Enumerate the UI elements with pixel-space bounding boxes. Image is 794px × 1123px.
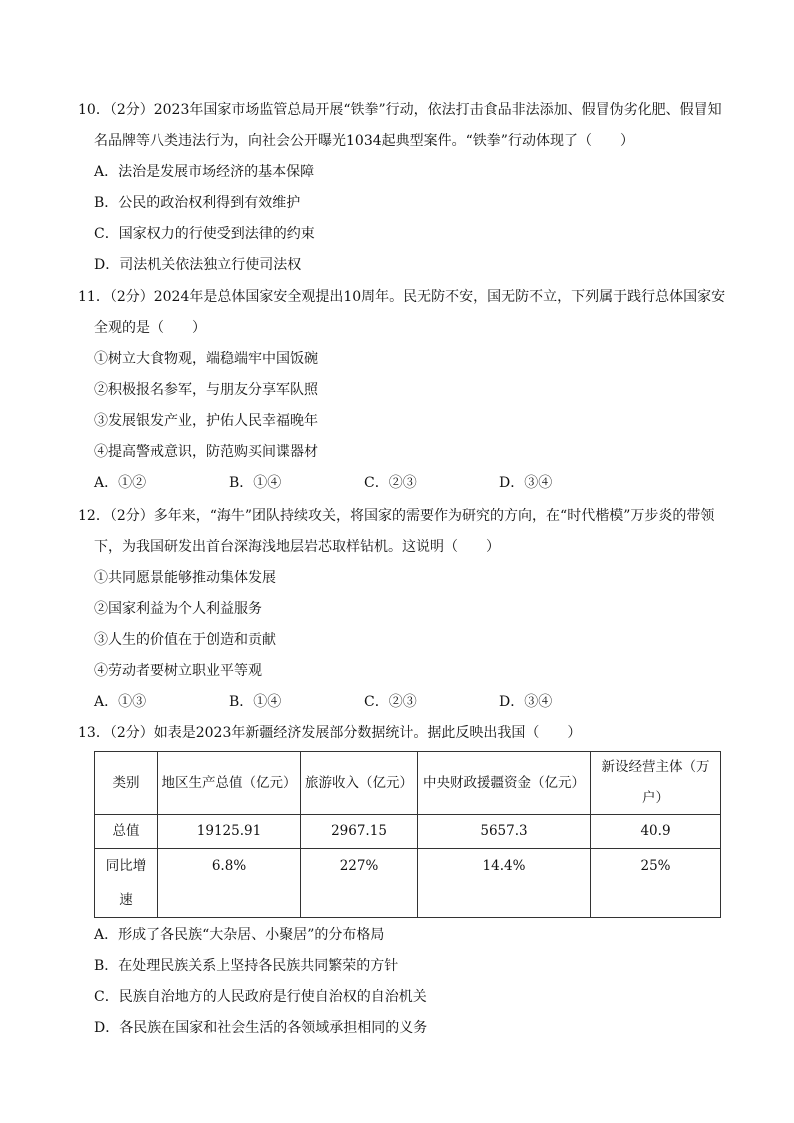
choice-a: A．①② — [94, 475, 147, 491]
choice-c: C．②③ — [364, 475, 417, 491]
table-cell: 6.8% — [158, 849, 301, 918]
question-12 — [78, 501, 728, 718]
table-header-row — [95, 752, 721, 815]
option-c: C．国家权力的行使受到法律的约束 — [94, 226, 315, 242]
table-row-label: 总值 — [95, 815, 158, 849]
option-d: D．各民族在国家和社会生活的各领域承担相同的义务 — [94, 1020, 428, 1036]
table-cell: 40.9 — [591, 815, 721, 849]
data-table — [94, 751, 721, 918]
option-b: B．公民的政治权利得到有效维护 — [94, 195, 301, 211]
question-stem: 13．（2分）如表是2023年新疆经济发展部分数据统计。据此反映出我国（ ） — [78, 725, 582, 741]
choice-b: B．①④ — [229, 475, 282, 491]
statement-2: ②积极报名参军，与朋友分享军队照 — [94, 382, 318, 398]
choice-a: A．①③ — [94, 694, 147, 710]
statement-3: ③人生的价值在于创造和贡献 — [94, 632, 276, 648]
statement-1: ①共同愿景能够推动集体发展 — [94, 570, 276, 586]
question-10 — [78, 95, 728, 281]
question-stem: 10．（2分）2023年国家市场监管总局开展“铁拳”行动，依法打击食品非法添加、假冒伪劣化肥、假冒知名品牌等八类违法行为，向社会公开曝光1034起典型案件。“铁拳”行动体现了（ ） — [78, 102, 722, 149]
table-row — [95, 815, 721, 849]
table-header-cell: 旅游收入（亿元） — [301, 752, 418, 815]
choice-c: C．②③ — [364, 694, 417, 710]
table-cell: 25% — [591, 849, 721, 918]
question-13 — [78, 718, 728, 1044]
statement-2: ②国家利益为个人利益服务 — [94, 601, 262, 617]
statement-4: ④提高警戒意识，防范购买间谍器材 — [94, 444, 318, 460]
table-header-cell: 新设经营主体（万户） — [591, 752, 721, 815]
table-cell: 2967.15 — [301, 815, 418, 849]
table-header-cell: 地区生产总值（亿元） — [158, 752, 301, 815]
statement-3: ③发展银发产业，护佑人民幸福晚年 — [94, 413, 318, 429]
table-row-label — [95, 849, 158, 918]
table-cell: 5657.3 — [418, 815, 591, 849]
choice-d: D．③④ — [499, 694, 553, 710]
table-cell: 14.4% — [418, 849, 591, 918]
row-label-line-1: 同比增 — [105, 858, 147, 874]
choice-d: D．③④ — [499, 475, 553, 491]
option-c: C．民族自治地方的人民政府是行使自治权的自治机关 — [94, 989, 427, 1005]
option-d: D．司法机关依法独立行使司法权 — [94, 257, 302, 273]
row-label-line-2: 速 — [119, 892, 133, 908]
table-row — [95, 849, 721, 918]
table-cell: 19125.91 — [158, 815, 301, 849]
statement-4: ④劳动者要树立职业平等观 — [94, 663, 262, 679]
table-cell: 227% — [301, 849, 418, 918]
choice-b: B．①④ — [229, 694, 282, 710]
option-a: A．法治是发展市场经济的基本保障 — [94, 164, 315, 180]
statement-1: ①树立大食物观，端稳端牢中国饭碗 — [94, 351, 318, 367]
choice-row — [78, 687, 728, 718]
choice-row — [78, 468, 728, 499]
question-stem: 12．（2分）多年来，“海牛”团队持续攻关，将国家的需要作为研究的方向，在“时代楷模”万步炎的带领下，为我国研发出首台深海浅地层岩芯取样钻机。这说明（ ） — [78, 508, 715, 555]
question-11 — [78, 282, 728, 499]
option-b: B．在处理民族关系上坚持各民族共同繁荣的方针 — [94, 958, 399, 974]
table-header-cell: 中央财政援疆资金（亿元） — [418, 752, 591, 815]
question-stem: 11．（2分）2024年是总体国家安全观提出10周年。民无防不安，国无防不立，下列属于践行总体国家安全观的是（ ） — [78, 289, 726, 336]
table-header-cell: 类别 — [95, 752, 158, 815]
option-a: A．形成了各民族“大杂居、小聚居”的分布格局 — [94, 927, 385, 943]
